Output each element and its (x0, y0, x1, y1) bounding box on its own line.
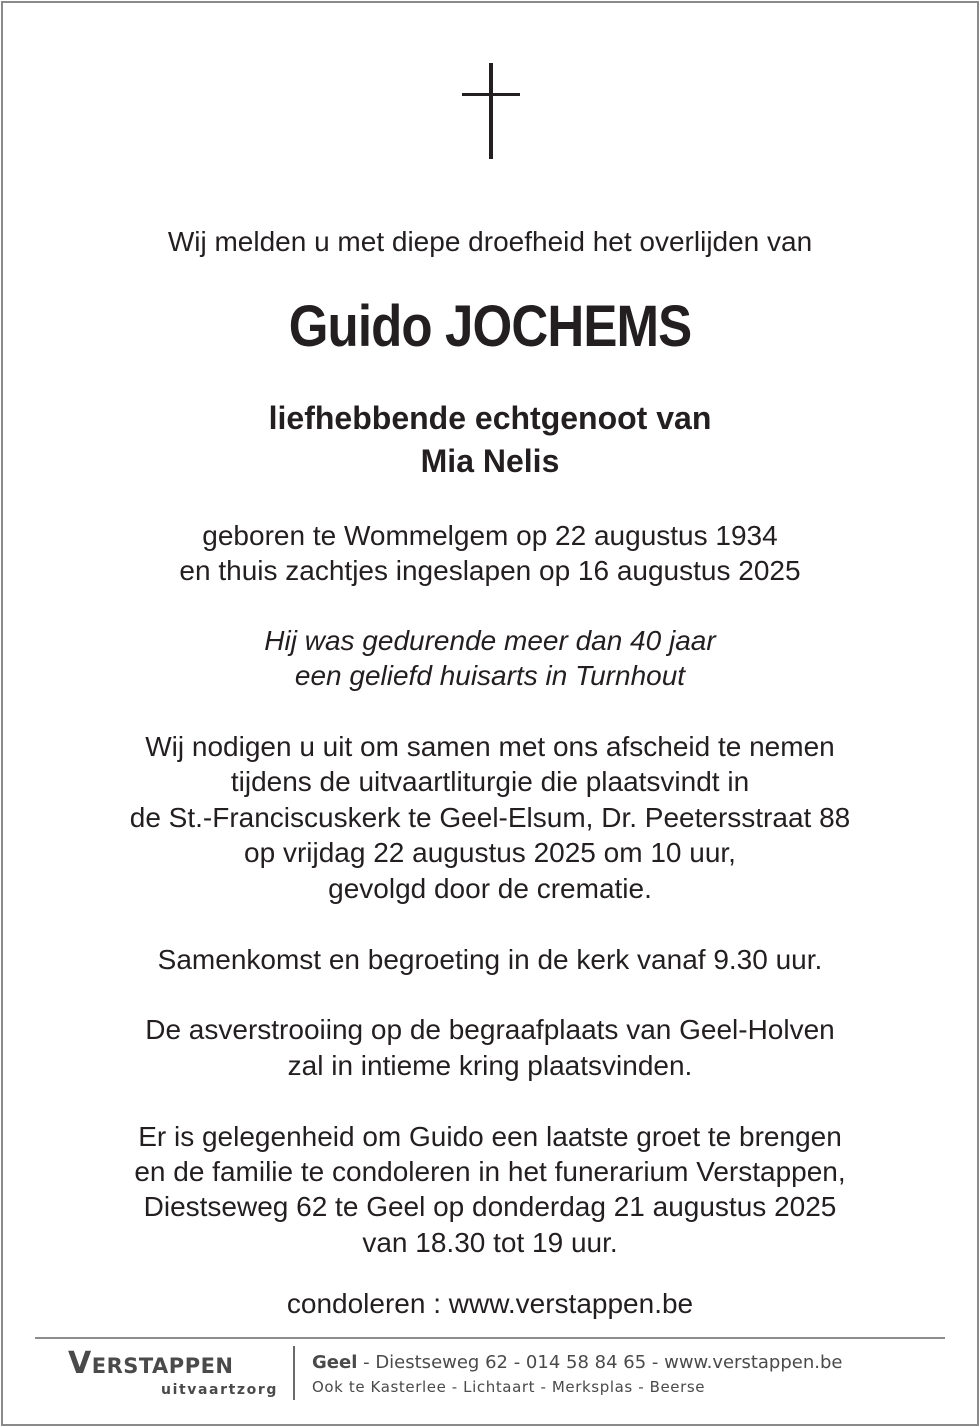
gathering-text: Samenkomst en begroeting in de kerk vanaf 9.30 uur. (157, 944, 823, 975)
footer-divider (35, 1337, 945, 1339)
spouse-line-1: liefhebbende echtgenoot van (268, 400, 712, 436)
ashes-line-1: De asverstrooiing op de begraafplaats van Geel-Holven (145, 1014, 835, 1045)
visitation-line-1: Er is gelegenheid om Guido een laatste groet te brengen (138, 1121, 842, 1152)
footer-contact-details[interactable]: - Diestseweg 62 - 014 58 84 65 - www.verstappen.be (357, 1352, 843, 1373)
intro-text: Wij melden u met diepe droefheid het overlijden van (167, 226, 813, 257)
invitation-line-2: tijdens de uitvaartliturgie die plaatsvindt in (230, 766, 750, 797)
footer-separator (293, 1346, 295, 1400)
invitation-line-3: de St.-Franciscuskerk te Geel-Elsum, Dr. Peetersstraat 88 (129, 802, 851, 833)
condolences-link[interactable]: condoleren : www.verstappen.be (286, 1288, 694, 1319)
birth-line: geboren te Wommelgem op 22 augustus 1934 (202, 520, 778, 551)
invitation-line-1: Wij nodigen u uit om samen met ons afscheid te nemen (145, 731, 835, 762)
brand-logo (68, 1344, 282, 1400)
invitation-line-5: gevolgd door de crematie. (328, 873, 652, 904)
deceased-name: Guido JOCHEMS (288, 294, 692, 359)
spouse-name: Mia Nelis (420, 443, 560, 479)
cross-icon (462, 63, 520, 159)
visitation-line-3: Diestseweg 62 te Geel op donderdag 21 augustus 2025 (143, 1191, 837, 1222)
visitation-line-4: van 18.30 tot 19 uur. (362, 1227, 618, 1258)
death-line: en thuis zachtjes ingeslapen op 16 augustus 2025 (179, 555, 801, 586)
footer-contact (312, 1352, 842, 1374)
footer-city: Geel (312, 1352, 358, 1373)
visitation-line-2: en de familie te condoleren in het funerarium Verstappen, (134, 1156, 846, 1187)
tribute-line-1: Hij was gedurende meer dan 40 jaar (264, 625, 716, 656)
invitation-line-4: op vrijdag 22 augustus 2025 om 10 uur, (244, 837, 736, 868)
footer-branches: Ook te Kasterlee - Lichtaart - Merksplas - Beerse (312, 1378, 706, 1396)
brand-subtitle: uitvaartzorg (161, 1382, 278, 1398)
brand-name: Verstappen (68, 1346, 234, 1381)
tribute-line-2: een geliefd huisarts in Turnhout (294, 660, 686, 691)
ashes-line-2: zal in intieme kring plaatsvinden. (287, 1050, 693, 1081)
